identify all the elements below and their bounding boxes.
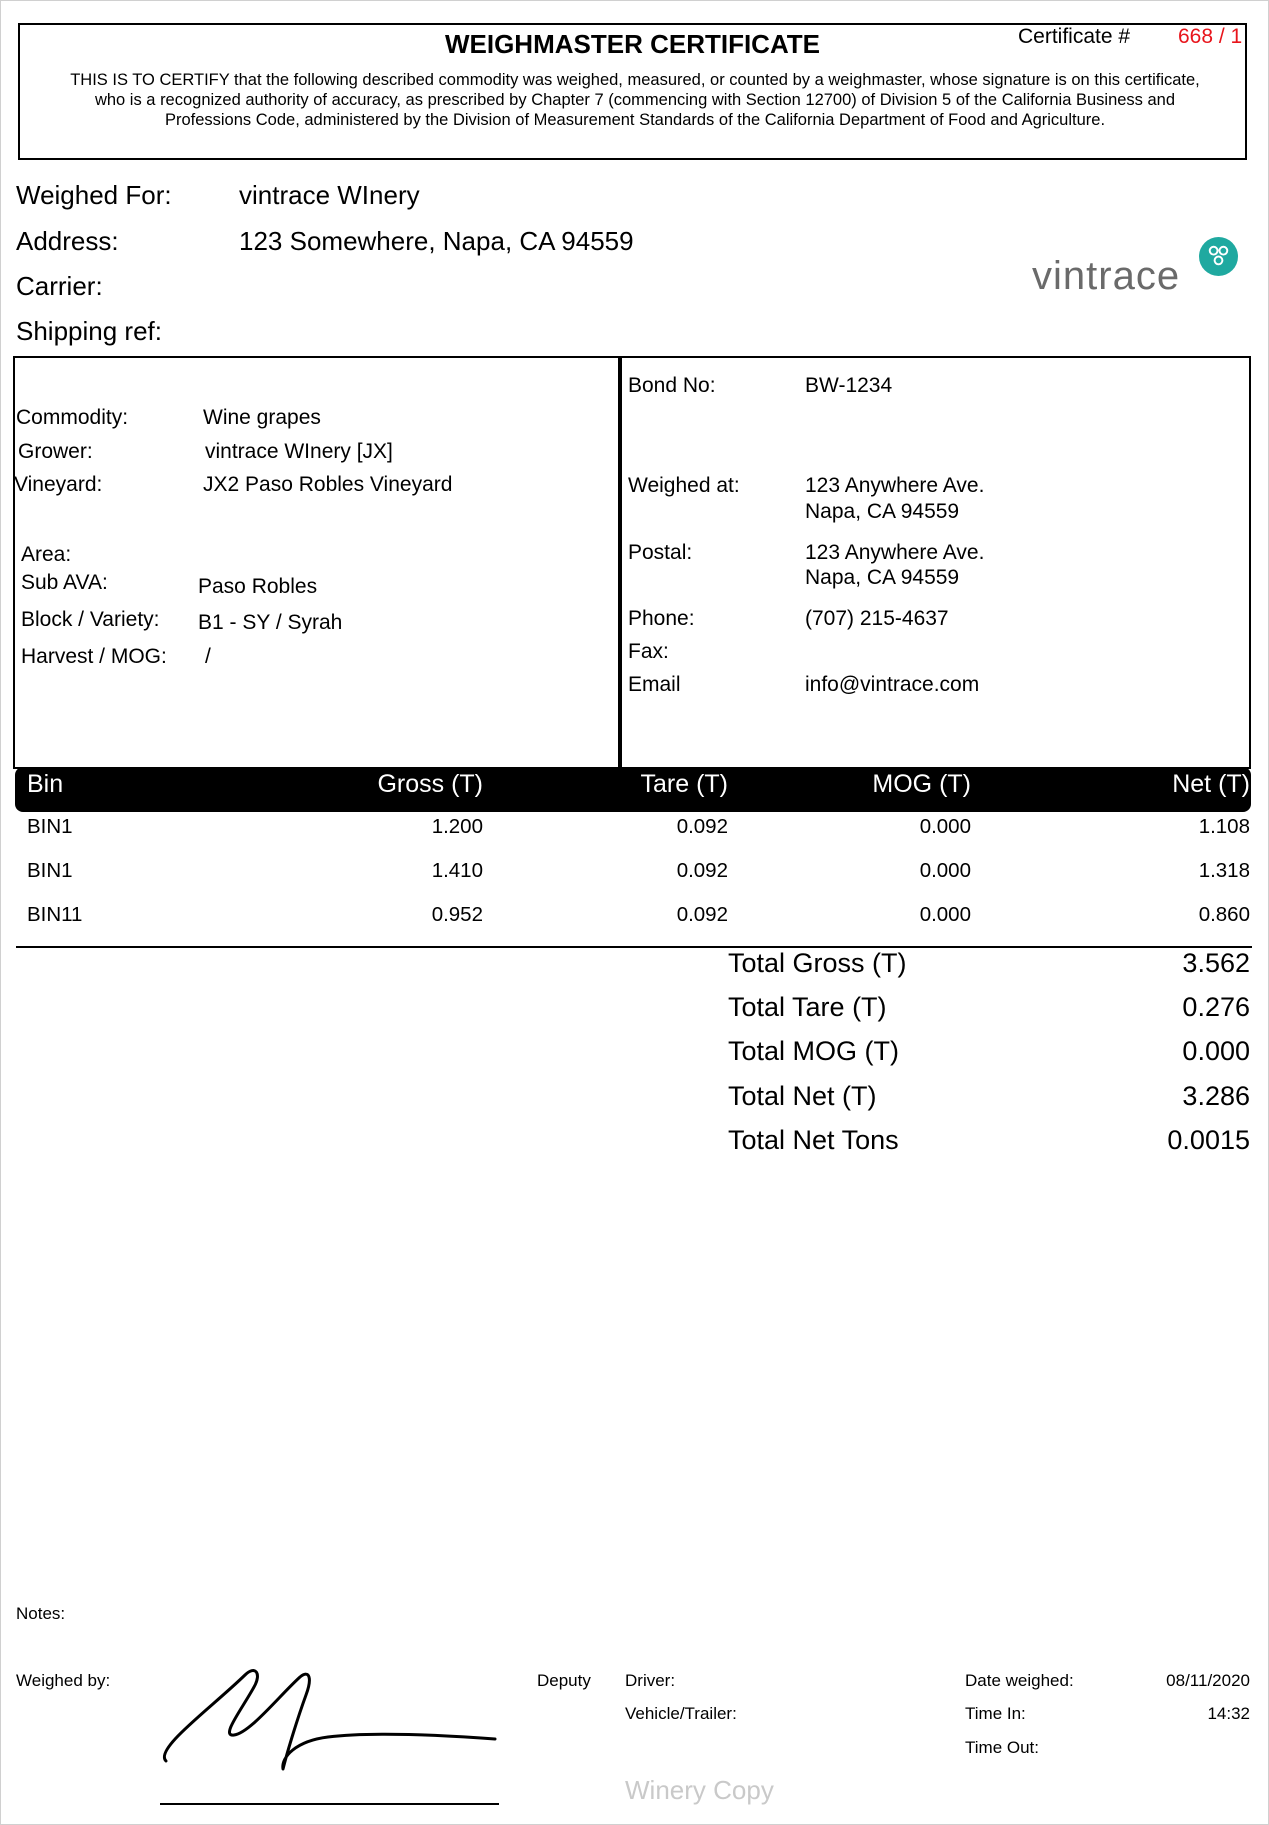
commodity-label: Commodity:: [16, 406, 129, 429]
bin-cell: BIN11: [27, 903, 83, 926]
deputy-label: Deputy: [537, 1671, 591, 1690]
vineyard-label: Vineyard:: [14, 473, 103, 496]
shipping-ref-label: Shipping ref:: [16, 316, 162, 346]
column-header-gross: Gross (T): [377, 770, 483, 798]
vineyard-value: JX2 Paso Robles Vineyard: [203, 473, 453, 496]
sub-ava-label: Sub AVA:: [21, 571, 108, 594]
time-out-label: Time Out:: [965, 1738, 1039, 1757]
block-variety-value: B1 - SY / Syrah: [198, 611, 343, 634]
total-net-value: 3.286: [1182, 1081, 1250, 1111]
weighed-by-label: Weighed by:: [16, 1671, 111, 1690]
certification-line: THIS IS TO CERTIFY that the following described commodity was weighed, measured, or counted by a weighmaster, whose signature is on this certificate,: [70, 71, 1200, 89]
weighed-at-label: Weighed at:: [628, 474, 740, 497]
email-value: info@vintrace.com: [805, 673, 980, 696]
grower-value: vintrace WInery [JX]: [205, 440, 393, 463]
certificate-number: 668 / 1: [1178, 25, 1243, 48]
time-in-label: Time In:: [965, 1704, 1026, 1723]
bin-cell: BIN1: [27, 859, 73, 882]
weighed-for-value: vintrace WInery: [239, 180, 420, 210]
date-weighed-value: 08/11/2020: [1166, 1671, 1250, 1690]
time-in-value: 14:32: [1207, 1704, 1250, 1723]
address-value: 123 Somewhere, Napa, CA 94559: [239, 226, 634, 256]
weighed-for-label: Weighed For:: [16, 180, 172, 210]
sub-ava-value: Paso Robles: [198, 575, 318, 598]
postal-label: Postal:: [628, 541, 693, 564]
bin-cell: BIN1: [27, 815, 73, 838]
company-logo: vintrace: [1032, 254, 1181, 298]
mog-cell: 0.000: [919, 859, 971, 882]
fax-label: Fax:: [628, 640, 669, 663]
vehicle-trailer-label: Vehicle/Trailer:: [625, 1704, 737, 1723]
address-label: Address:: [16, 226, 119, 256]
phone-label: Phone:: [628, 607, 695, 630]
table-divider: [16, 946, 1252, 948]
tare-cell: 0.092: [676, 859, 728, 882]
logo-grape-icon: [1199, 237, 1238, 276]
weighed-at-line1: 123 Anywhere Ave.: [805, 474, 985, 497]
harvest-mog-label: Harvest / MOG:: [21, 645, 167, 668]
commodity-value: Wine grapes: [203, 406, 321, 429]
net-cell: 1.108: [1198, 815, 1250, 838]
total-mog-value: 0.000: [1182, 1036, 1250, 1066]
total-net-label: Total Net (T): [728, 1081, 877, 1111]
area-label: Area:: [21, 543, 72, 566]
weighmaster-signature: [150, 1665, 505, 1773]
harvest-mog-value: /: [205, 645, 211, 668]
notes-label: Notes:: [16, 1604, 66, 1623]
block-variety-label: Block / Variety:: [21, 608, 160, 631]
tare-cell: 0.092: [676, 903, 728, 926]
date-weighed-label: Date weighed:: [965, 1671, 1074, 1690]
gross-cell: 0.952: [431, 903, 483, 926]
column-header-tare: Tare (T): [640, 770, 728, 798]
net-cell: 1.318: [1198, 859, 1250, 882]
column-header-net: Net (T): [1172, 770, 1250, 798]
driver-label: Driver:: [625, 1671, 676, 1690]
total-tare-label: Total Tare (T): [728, 992, 887, 1022]
certification-line: Professions Code, administered by the Division of Measurement Standards of the California Department of Food and Agriculture.: [164, 111, 1106, 129]
column-header-mog: MOG (T): [872, 770, 971, 798]
table-header: [15, 767, 1251, 812]
email-label: Email: [628, 673, 681, 696]
signature-line: [160, 1803, 499, 1805]
gross-cell: 1.200: [431, 815, 483, 838]
bond-value: BW-1234: [805, 374, 893, 397]
column-header-bin: Bin: [27, 770, 64, 798]
postal-line1: 123 Anywhere Ave.: [805, 541, 985, 564]
total-tare-value: 0.276: [1182, 992, 1250, 1022]
certification-line: who is a recognized authority of accuracy, as prescribed by Chapter 7 (commencing with Section 12700) of Division 5 of the California Business and: [94, 91, 1176, 109]
document-title: WEIGHMASTER CERTIFICATE: [444, 29, 821, 59]
copy-watermark: Winery Copy: [625, 1775, 774, 1805]
certification-statement: [20, 70, 1250, 130]
tare-cell: 0.092: [676, 815, 728, 838]
gross-cell: 1.410: [431, 859, 483, 882]
grower-label: Grower:: [18, 440, 93, 463]
total-gross-value: 3.562: [1182, 948, 1250, 978]
postal-line2: Napa, CA 94559: [805, 566, 960, 589]
mog-cell: 0.000: [919, 815, 971, 838]
weighed-at-line2: Napa, CA 94559: [805, 500, 960, 523]
certificate-number-label: Certificate #: [1018, 25, 1131, 48]
bond-label: Bond No:: [628, 374, 716, 397]
carrier-label: Carrier:: [16, 271, 103, 301]
total-gross-label: Total Gross (T): [728, 948, 907, 978]
total-net-tons-value: 0.0015: [1167, 1125, 1250, 1155]
net-cell: 0.860: [1198, 903, 1250, 926]
mog-cell: 0.000: [919, 903, 971, 926]
phone-value: (707) 215-4637: [805, 607, 949, 630]
total-mog-label: Total MOG (T): [728, 1036, 900, 1066]
total-net-tons-label: Total Net Tons: [728, 1125, 899, 1155]
